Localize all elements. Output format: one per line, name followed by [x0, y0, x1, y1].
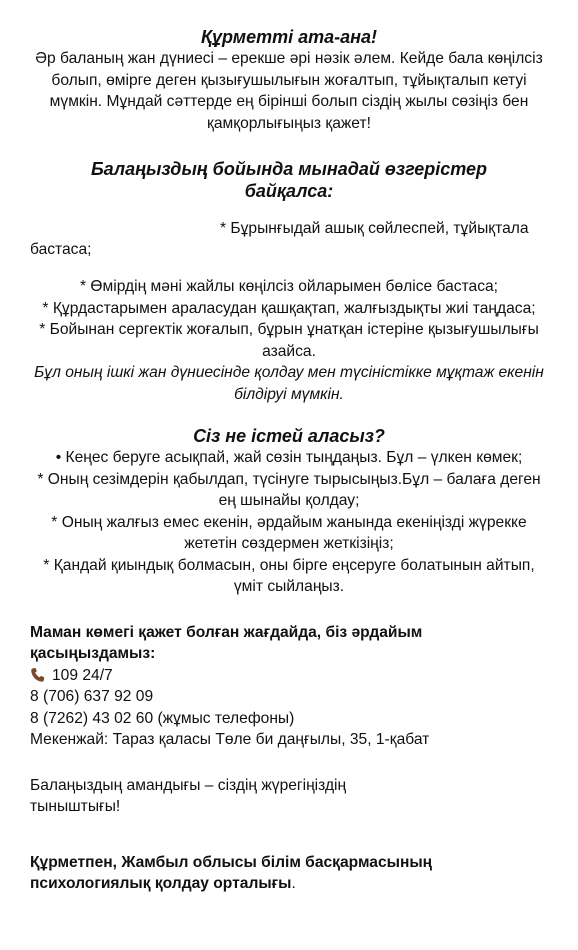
- greeting-body: Әр баланың жан дүниесі – ерекше әрі нәзік әлем. Кейде бала көңілсіз болып, өмірге деген қызығушылығын жоғалтып, тұйықталып кетуі мүмкін. Мұндай сәттерде ең бірінші болып сіздің жылы сөзіңіз бен қамқорлығыңыз қажет!: [35, 50, 543, 132]
- spacer: [30, 842, 548, 852]
- signature-line: [30, 852, 548, 895]
- advice-item-1: • Кеңес беруге асықпай, жай сөзін тыңдаңыз. Бұл – үлкен көмек;: [55, 449, 523, 467]
- greeting-title: Құрметті ата-ана!: [200, 27, 378, 47]
- mobile-number: 8 (706) 637 92 09: [30, 688, 154, 706]
- work-number: 8 (7262) 43 02 60 (жұмыс телефоны): [30, 709, 295, 727]
- signs-note: Бұл оның ішкі жан дүниесінде қолдау мен түсіністікке мұқтаж екенін білдіруі мүмкін.: [34, 364, 544, 403]
- signs-item-1: * Бұрынғыдай ашық сөйлеспей, тұйықтала бастаса;: [30, 219, 529, 259]
- address: Мекенжай: Тараз қаласы Төле би даңғылы, 35, 1-қабат: [30, 731, 430, 749]
- signs-title-line1: Балаңыздың бойында мынадай өзгерістер: [90, 159, 488, 179]
- closing-message: Балаңыздың амандығы – сіздің жүрегіңіздің тыныштығы!: [30, 776, 347, 816]
- advice-item-4: * Қандай қиындық болмасын, оны бірге еңсеруге болатынын айтып, үміт сыйлаңыз.: [43, 556, 535, 596]
- hotline-line: [30, 665, 548, 687]
- spacer: [30, 818, 548, 842]
- signature: Құрметпен, Жамбыл облысы білім басқармасының психологиялық қолдау орталығы: [30, 853, 433, 893]
- signature-end: .: [291, 875, 296, 893]
- signs-title-line2: байқалса:: [244, 181, 334, 201]
- advice-item-3: * Оның жалғыз емес екенін, әрдайым жанында екеніңізді жүрекке жететін сөздермен жеткізіңіз;: [51, 513, 527, 553]
- hotline-number: 109 24/7: [52, 666, 113, 684]
- advice-item-2: * Оның сезімдерін қабылдап, түсінуге тырысыңыз.Бұл – балаға деген ең шынайы қолдау;: [37, 470, 541, 510]
- signs-item-2: * Өмірдің мәні жайлы көңілсіз ойларымен бөлісе бастаса;: [79, 278, 499, 296]
- spacer: [30, 598, 548, 622]
- advice-title: Сіз не істей аласыз?: [193, 426, 385, 447]
- spacer: [30, 751, 548, 775]
- spacer: [30, 134, 548, 158]
- signs-item-4: * Бойынан сергектік жоғалып, бұрын ұнатқан істеріне қызығушылығы азайса.: [39, 321, 539, 360]
- telephone-receiver-icon: [30, 667, 46, 683]
- signs-item-3: * Құрдастарымен араласудан қашқақтап, жалғыздықты жиі таңдаса;: [42, 299, 536, 317]
- spacer: [30, 405, 548, 425]
- contacts-title: Маман көмегі қажет болған жағдайда, біз әрдайым қасыңыздамыз:: [30, 623, 423, 663]
